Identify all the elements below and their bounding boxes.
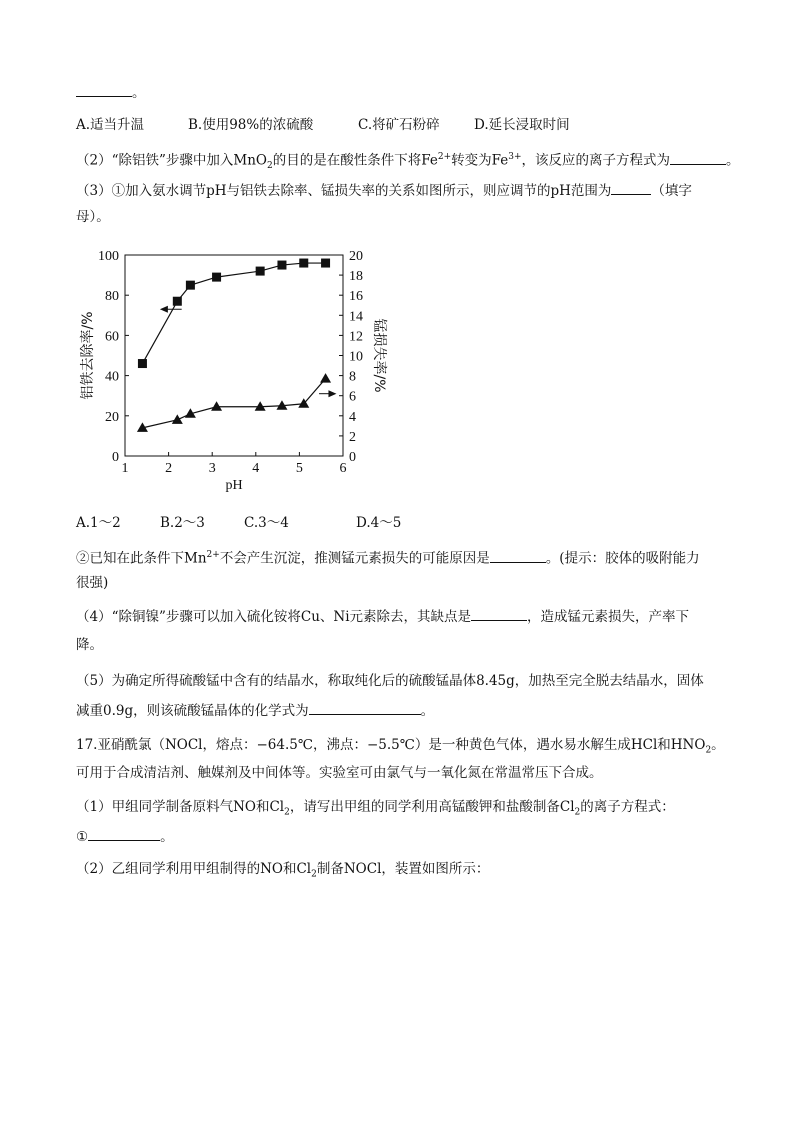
y-left-tick-label: 60 [105, 329, 119, 345]
q16-3-text-c: 母）。 [76, 209, 110, 225]
period: 。 [726, 152, 740, 169]
y-right-axis-label: 锰损失率/% [371, 318, 387, 393]
right-axis-arrow-head [328, 390, 336, 397]
q17-1-text-c: 的离子方程式： [580, 799, 675, 815]
option-c: C.3～4 [244, 515, 289, 531]
subscript: 2 [284, 807, 290, 818]
y-right-tick-label: 10 [349, 349, 363, 365]
subscript: 2 [311, 869, 317, 880]
question-16-3-2-line-1 [76, 546, 700, 568]
square-marker [299, 259, 308, 268]
option-a: A.1～2 [76, 515, 121, 531]
triangle-marker [211, 401, 222, 411]
q16-3-2-text-a: ②已知在此条件下Mn [76, 550, 207, 567]
square-series-line [142, 263, 325, 364]
y-right-tick-label: 14 [349, 309, 363, 325]
square-marker [186, 281, 195, 290]
y-right-tick-label: 8 [349, 369, 356, 385]
square-marker [173, 297, 182, 306]
y-right-tick-label: 16 [349, 289, 363, 305]
options-row-1 [76, 116, 570, 134]
q17-intro-text: 17.亚硝酰氯（NOCl，熔点：−64.5℃，沸点：−5.5℃）是一种黄色气体，遇水易水解生成HCl和HNO [76, 737, 706, 753]
y-right-tick-label: 4 [349, 409, 356, 425]
subscript: 2 [705, 745, 712, 756]
subscript: 2 [574, 807, 581, 818]
option-d: D.4～5 [356, 515, 402, 531]
q16-5-text-b: 减重0.9g，则该硫酸锰晶体的化学式为 [76, 703, 309, 719]
left-axis-arrow-head [160, 306, 168, 313]
option-b: B.使用98%的浓硫酸 [188, 117, 314, 133]
q16-3-text-b: （填字 [651, 183, 692, 199]
x-axis-label: pH [225, 478, 243, 493]
superscript: 2+ [206, 550, 220, 560]
options-row-2 [76, 514, 401, 532]
square-marker [212, 273, 221, 282]
superscript: 2+ [437, 152, 452, 162]
option-a: A.适当升温 [76, 117, 145, 133]
q16-3-2-text-b: 不会产生沉淀，推测锰元素损失的可能原因是 [219, 550, 490, 567]
question-17-intro-line-1 [76, 736, 725, 760]
answer-blank-line [76, 84, 146, 102]
x-tick-label: 6 [339, 461, 347, 476]
q17-1-text-a: （1）甲组同学制备原料气NO和Cl [76, 799, 285, 815]
question-16-4-line-1 [76, 608, 689, 626]
answer-blank [611, 182, 651, 195]
period: 。 [420, 703, 435, 719]
period: 。 [160, 829, 174, 845]
period: 。 [132, 85, 146, 101]
period: 。 [711, 737, 725, 753]
q16-2-text-c: 转变为Fe [451, 152, 509, 169]
question-16-5-line-1 [76, 672, 704, 690]
circled-number: ① [76, 829, 89, 845]
q16-3-text-a: （3）①加入氨水调节pH与铝铁去除率、锰损失率的关系如图所示，则应调节的pH范围为 [76, 183, 612, 199]
option-b: B.2～3 [160, 515, 205, 531]
x-tick-label: 2 [165, 461, 173, 476]
question-17-intro-line-2 [76, 764, 603, 782]
answer-blank [490, 550, 546, 563]
q16-3-2-text-d: 很强) [76, 575, 109, 591]
x-tick-label: 4 [252, 461, 260, 476]
y-left-axis-label: 铝铁去除率/% [80, 311, 96, 400]
q16-4-text-b: ，造成锰元素损失，产率下 [527, 609, 690, 625]
y-right-tick-label: 20 [349, 249, 363, 264]
triangle-marker [172, 414, 183, 424]
square-marker [321, 259, 330, 268]
question-16-2 [76, 148, 740, 175]
square-marker [277, 261, 286, 270]
triangle-series-line [142, 379, 325, 428]
q16-2-text-d: ，该反应的离子方程式为 [521, 152, 671, 169]
q17-intro-text-2: 可用于合成清洁剂、触媒剂及中间体等。实验室可由氯气与一氧化氮在常温常压下合成。 [76, 765, 603, 781]
y-left-tick-label: 100 [98, 249, 119, 264]
ph-removal-loss-chart [70, 240, 390, 500]
x-tick-label: 1 [121, 461, 129, 476]
q17-2-text-a: （2）乙组同学利用甲组制得的NO和Cl [76, 861, 312, 877]
q16-2-text-b: 的目的是在酸性条件下将Fe [272, 152, 438, 169]
y-right-tick-label: 12 [349, 329, 363, 345]
y-left-tick-label: 40 [105, 369, 119, 385]
y-right-tick-label: 2 [349, 429, 356, 445]
q16-2-text-a: （2）“除铝铁”步骤中加入MnO [76, 152, 267, 169]
question-16-3-line-1 [76, 182, 692, 200]
plot-frame [125, 255, 343, 456]
answer-blank [76, 84, 132, 97]
question-17-1-line-2 [76, 828, 174, 846]
y-left-tick-label: 0 [112, 450, 119, 465]
x-tick-label: 3 [208, 461, 216, 476]
q16-4-text-c: 降。 [76, 637, 103, 653]
square-marker [138, 359, 147, 368]
square-marker [256, 267, 265, 276]
q16-4-text-a: （4）“除铜镍”步骤可以加入硫化铵将Cu、Ni元素除去，其缺点是 [76, 609, 472, 625]
y-right-tick-label: 6 [349, 389, 356, 405]
answer-blank [471, 608, 527, 621]
y-left-tick-label: 80 [105, 289, 119, 305]
y-right-tick-label: 18 [349, 269, 363, 285]
triangle-marker [320, 373, 331, 383]
answer-blank [670, 152, 726, 165]
question-16-4-line-2 [76, 636, 103, 654]
question-16-3-2-line-2 [76, 574, 108, 592]
superscript: 3+ [508, 152, 522, 162]
x-tick-label: 5 [295, 461, 303, 476]
option-c: C.将矿石粉碎 [358, 117, 440, 133]
question-17-2-line-1 [76, 860, 489, 884]
q17-1-text-b: ，请写出甲组的同学利用高锰酸钾和盐酸制备Cl [289, 799, 575, 815]
subscript: 2 [266, 161, 273, 172]
question-16-5-line-2 [76, 702, 434, 720]
question-17-1-line-1 [76, 798, 675, 822]
y-right-tick-label: 0 [349, 450, 356, 465]
answer-blank [309, 702, 421, 715]
q17-2-text-b: 制备NOCl，装置如图所示： [316, 861, 490, 877]
q16-5-text-a: （5）为确定所得硫酸锰中含有的结晶水，称取纯化后的硫酸锰晶体8.45g，加热至完全脱去结晶水，固体 [76, 673, 704, 689]
answer-blank [88, 828, 160, 841]
y-left-tick-label: 20 [105, 409, 119, 425]
question-16-3-line-2 [76, 208, 110, 226]
option-d: D.延长浸取时间 [474, 117, 570, 133]
q16-3-2-text-c: 。(提示：胶体的吸附能力 [545, 550, 700, 567]
